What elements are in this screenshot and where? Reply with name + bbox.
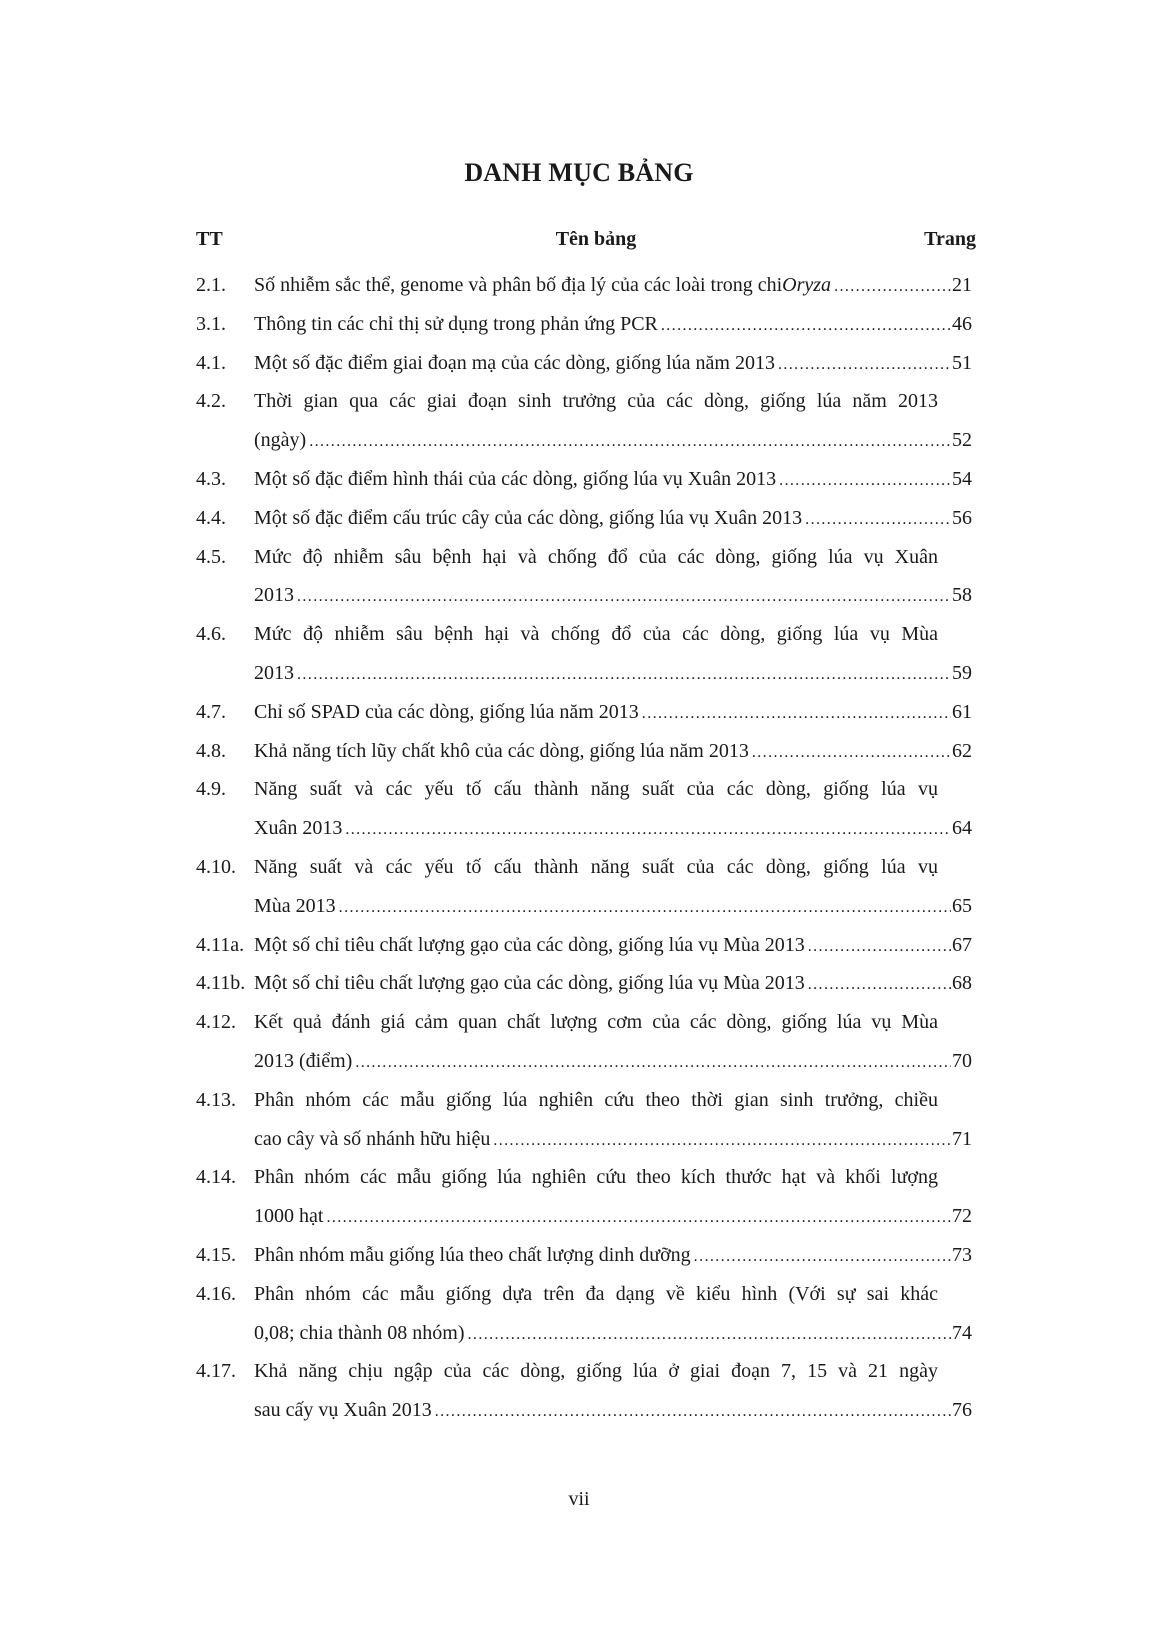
entry-page-number[interactable]: 61 (952, 700, 972, 723)
dot-leader (309, 423, 951, 462)
entry-title-text: Một số đặc điểm cấu trúc cây của các dòng, giống lúa vụ Xuân 2013 (254, 506, 803, 529)
entry-last-line (254, 421, 972, 460)
list-item[interactable] (196, 926, 972, 965)
entry-page-number[interactable]: 59 (952, 661, 972, 684)
entry-line (254, 1003, 938, 1042)
entry-title-italic: Oryza (782, 274, 832, 296)
entry-body (254, 770, 972, 848)
list-item[interactable] (196, 848, 972, 926)
list-item[interactable] (196, 964, 972, 1003)
entry-page-number[interactable]: 56 (952, 506, 972, 529)
entry-body (254, 499, 972, 538)
entry-number: 4.11a. (196, 933, 245, 956)
dot-leader (493, 1122, 951, 1161)
entry-title-text: Xuân 2013 (254, 817, 343, 840)
entry-page-number[interactable]: 74 (952, 1321, 972, 1344)
entry-last-line (254, 1042, 972, 1081)
list-item[interactable] (196, 266, 972, 305)
dot-leader (694, 1238, 951, 1277)
entry-title-text: Một số chỉ tiêu chất lượng gạo của các dòng, giống lúa vụ Mùa 2013 (254, 972, 805, 995)
entry-number: 4.5. (196, 545, 226, 568)
entry-last-line (254, 576, 972, 615)
entry-title-text: Phân nhóm các mẫu giống lúa nghiên cứu theo thời gian sinh trưởng, chiều (254, 1088, 938, 1111)
dot-leader (661, 307, 951, 346)
entry-number: 4.13. (196, 1088, 236, 1111)
dot-leader (808, 928, 951, 967)
entry-number: 4.1. (196, 351, 226, 374)
column-header-name: Tên bảng (555, 228, 637, 250)
entry-last-line (254, 654, 972, 693)
entry-body (254, 305, 972, 344)
entry-title-text: Năng suất và các yếu tố cấu thành năng suất của các dòng, giống lúa vụ (254, 778, 938, 801)
entry-line (254, 770, 938, 809)
list-item[interactable] (196, 460, 972, 499)
entry-line (254, 1275, 938, 1314)
entry-last-line (254, 693, 972, 732)
entry-page-number[interactable]: 72 (952, 1205, 972, 1228)
entry-page-number[interactable]: 52 (952, 429, 972, 452)
entry-last-line (254, 1391, 972, 1430)
entry-title-text: Một số đặc điểm hình thái của các dòng, giống lúa vụ Xuân 2013 (254, 467, 777, 490)
table-header (196, 228, 976, 256)
entry-page-number[interactable]: 67 (952, 933, 972, 956)
dot-leader (468, 1316, 951, 1355)
dot-leader (834, 268, 951, 307)
entry-title-text: Phân nhóm các mẫu giống lúa nghiên cứu theo kích thước hạt và khối lượng (254, 1166, 938, 1189)
dot-leader (805, 501, 951, 540)
entry-body (254, 344, 972, 383)
entry-page-number[interactable]: 68 (952, 972, 972, 995)
entry-body (254, 615, 972, 693)
entry-title-text: Số nhiễm sắc thể, genome và phân bố địa lý của các loài trong chi (254, 274, 783, 296)
entry-last-line (254, 1314, 972, 1353)
dot-leader (642, 695, 951, 734)
entry-last-line (254, 344, 972, 383)
entry-title-text: Thời gian qua các giai đoạn sinh trưởng của các dòng, giống lúa năm 2013 (254, 390, 938, 413)
entry-number: 4.2. (196, 390, 226, 413)
list-item[interactable] (196, 1275, 972, 1353)
entry-number: 4.12. (196, 1011, 236, 1034)
entry-last-line (254, 499, 972, 538)
list-item[interactable] (196, 1352, 972, 1430)
entry-title-text: 2013 (điểm) (254, 1049, 353, 1072)
entry-title-text: Thông tin các chỉ thị sử dụng trong phản ứng PCR (254, 312, 658, 335)
entry-body (254, 1236, 972, 1275)
dot-leader (326, 1199, 951, 1238)
entry-body (254, 538, 972, 616)
entry-last-line (254, 809, 972, 848)
entry-body (254, 926, 972, 965)
entry-page-number[interactable]: 73 (952, 1243, 972, 1266)
dot-leader (297, 578, 951, 617)
entry-number: 2.1. (196, 274, 226, 296)
page-number: vii (568, 1488, 590, 1510)
entry-body (254, 382, 972, 460)
entry-title-text: 1000 hạt (254, 1205, 324, 1228)
entry-last-line (254, 732, 972, 771)
table-list (196, 266, 972, 1430)
column-header-number: TT (196, 228, 223, 250)
list-item[interactable] (196, 770, 972, 848)
dot-leader (435, 1393, 951, 1432)
entry-number: 4.16. (196, 1282, 236, 1305)
list-item[interactable] (196, 499, 972, 538)
entry-title-text: Chỉ số SPAD của các dòng, giống lúa năm 2013 (254, 700, 639, 723)
entry-title-text: Khả năng chịu ngập của các dòng, giống lúa ở giai đoạn 7, 15 và 21 ngày (254, 1360, 938, 1383)
page-title: DANH MỤC BẢNG (464, 158, 694, 187)
column-header-page: Trang (924, 228, 976, 250)
entry-title-text: Mùa 2013 (254, 894, 336, 917)
entry-body (254, 1275, 972, 1353)
entry-number: 4.11b. (196, 972, 246, 995)
entry-title-text: Một số chỉ tiêu chất lượng gạo của các dòng, giống lúa vụ Mùa 2013 (254, 933, 805, 956)
entry-page-number[interactable]: 58 (952, 584, 972, 607)
entry-page-number[interactable]: 70 (952, 1049, 972, 1072)
entry-last-line (254, 964, 972, 1003)
entry-title-text: 2013 (254, 584, 294, 607)
list-item[interactable] (196, 538, 972, 616)
entry-last-line (254, 887, 972, 926)
entry-number: 4.15. (196, 1243, 236, 1266)
entry-last-line (254, 926, 972, 965)
entry-number: 4.3. (196, 467, 226, 490)
entry-number: 4.17. (196, 1360, 236, 1383)
list-item[interactable] (196, 615, 972, 693)
entry-page-number[interactable]: 46 (952, 312, 972, 335)
entry-body (254, 1158, 972, 1236)
entry-page-number[interactable]: 62 (952, 739, 972, 762)
entry-page-number[interactable]: 21 (952, 274, 972, 296)
dot-leader (355, 1044, 951, 1083)
entry-title-text: Mức độ nhiễm sâu bệnh hại và chống đổ của các dòng, giống lúa vụ Xuân (254, 545, 938, 568)
entry-body (254, 1003, 972, 1081)
entry-title-text: sau cấy vụ Xuân 2013 (254, 1399, 432, 1422)
entry-body (254, 693, 972, 732)
entry-body (254, 1081, 972, 1159)
entry-body (254, 1352, 972, 1430)
entry-last-line (254, 266, 972, 305)
entry-number: 4.9. (196, 778, 226, 801)
entry-body (254, 732, 972, 771)
entry-number: 3.1. (196, 312, 226, 335)
list-item[interactable] (196, 1003, 972, 1081)
dot-leader (778, 346, 951, 385)
list-item[interactable] (196, 693, 972, 732)
entry-line (254, 1352, 938, 1391)
entry-last-line (254, 1236, 972, 1275)
entry-number: 4.6. (196, 623, 226, 646)
list-item[interactable] (196, 1158, 972, 1236)
dot-leader (345, 811, 951, 850)
entry-title-text: Năng suất và các yếu tố cấu thành năng suất của các dòng, giống lúa vụ (254, 855, 938, 878)
dot-leader (752, 734, 951, 773)
list-item[interactable] (196, 305, 972, 344)
entry-title-text: Khả năng tích lũy chất khô của các dòng, giống lúa năm 2013 (254, 739, 749, 762)
entry-last-line (254, 460, 972, 499)
entry-number: 4.10. (196, 855, 236, 878)
entry-title-text: Kết quả đánh giá cảm quan chất lượng cơm của các dòng, giống lúa vụ Mùa (254, 1011, 938, 1034)
entry-page-number[interactable]: 54 (952, 467, 972, 490)
dot-leader (339, 889, 951, 928)
list-item[interactable] (196, 1081, 972, 1159)
entry-last-line (254, 1197, 972, 1236)
entry-title-text: 0,08; chia thành 08 nhóm) (254, 1321, 465, 1344)
entry-page-number[interactable]: 51 (952, 351, 972, 374)
entry-body (254, 964, 972, 1003)
entry-title-text: cao cây và số nhánh hữu hiệu (254, 1127, 491, 1150)
entry-page-number[interactable]: 76 (952, 1399, 972, 1422)
dot-leader (779, 462, 951, 501)
entry-line (254, 615, 938, 654)
list-item[interactable] (196, 382, 972, 460)
entry-line (254, 382, 938, 421)
entry-page-number[interactable]: 65 (952, 894, 972, 917)
entry-page-number[interactable]: 71 (952, 1127, 972, 1150)
list-item[interactable] (196, 344, 972, 383)
entry-last-line (254, 1120, 972, 1159)
entry-page-number[interactable]: 64 (952, 817, 972, 840)
entry-title-text: Phân nhóm các mẫu giống dựa trên đa dạng về kiểu hình (Với sự sai khác (254, 1282, 938, 1305)
entry-title-text: Mức độ nhiễm sâu bệnh hại và chống đổ của các dòng, giống lúa vụ Mùa (254, 623, 938, 646)
list-item[interactable] (196, 1236, 972, 1275)
entry-body (254, 460, 972, 499)
entry-line (254, 1158, 938, 1197)
entry-body (254, 848, 972, 926)
entry-line (254, 1081, 938, 1120)
list-item[interactable] (196, 732, 972, 771)
entry-number: 4.7. (196, 700, 226, 723)
entry-number: 4.4. (196, 506, 226, 529)
entry-line (254, 538, 938, 577)
entry-title-text: Phân nhóm mẫu giống lúa theo chất lượng dinh dưỡng (254, 1243, 691, 1266)
dot-leader (297, 656, 951, 695)
entry-line (254, 848, 938, 887)
entry-title-text: (ngày) (254, 429, 307, 452)
entry-body (254, 266, 972, 305)
entry-title-text: 2013 (254, 661, 294, 684)
dot-leader (808, 966, 951, 1005)
entry-title-text: Một số đặc điểm giai đoạn mạ của các dòng, giống lúa năm 2013 (254, 351, 775, 374)
entry-number: 4.8. (196, 739, 226, 762)
entry-last-line (254, 305, 972, 344)
entry-number: 4.14. (196, 1166, 236, 1189)
